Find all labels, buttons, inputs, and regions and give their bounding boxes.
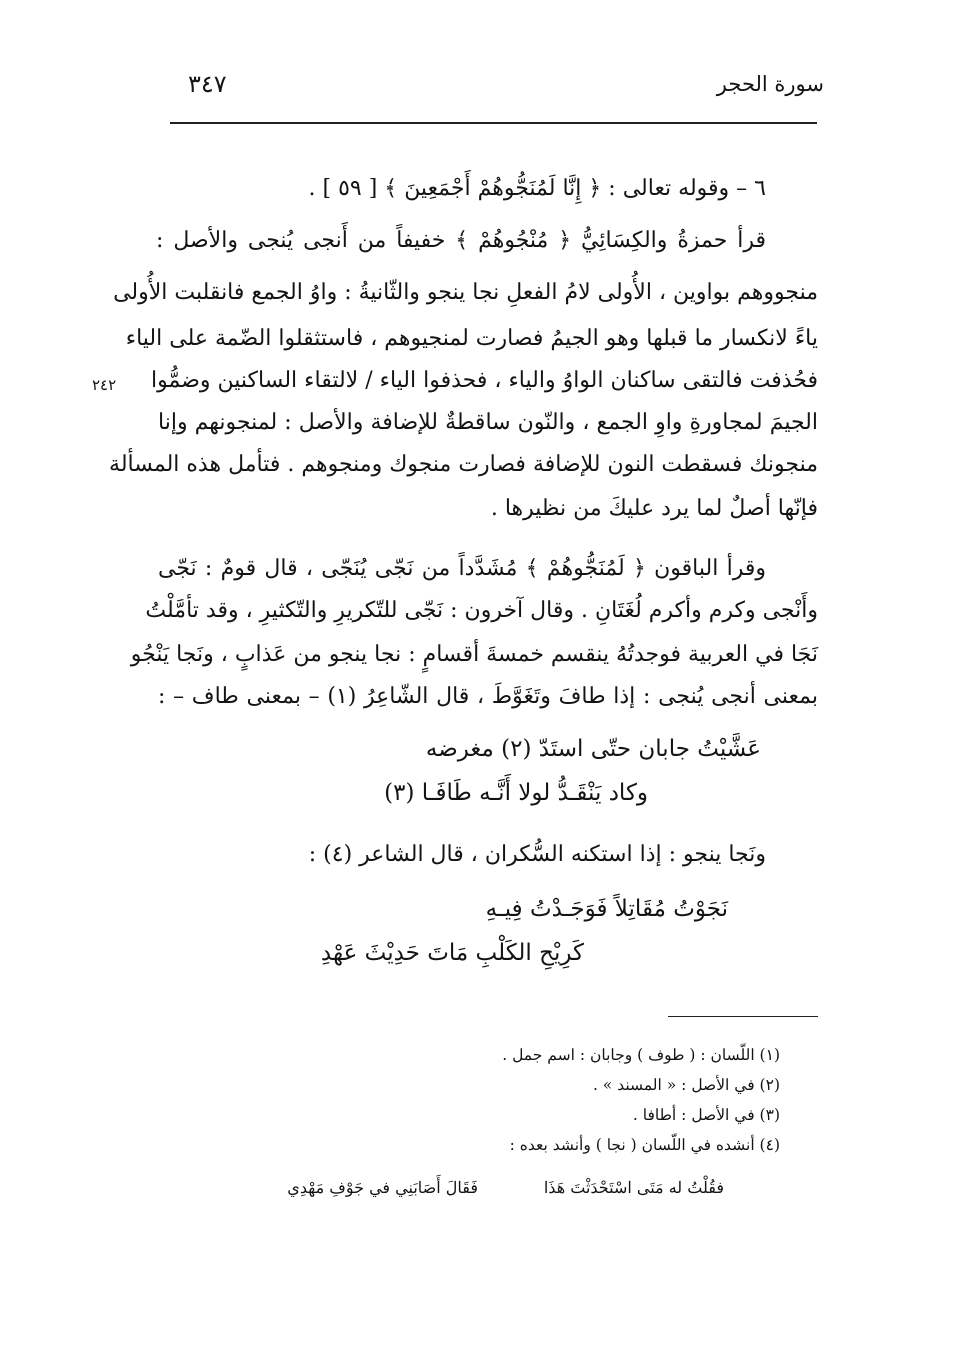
footnote: (٣) في الأصل : أطافا .	[632, 1106, 780, 1124]
body-line: بمعنى أنجى يُنجى : إذا طافَ وتَغَوَّطَ ، قال الشّاعِرُ (١) – بمعنى طاف – :	[158, 684, 818, 709]
body-line: منجونك فسقطت النون للإضافة فصارت منجوك ومنجوهم . فتأمل هذه المسألة	[109, 452, 818, 477]
body-line: وأَنْجى وكرم وأكرم لُغَتَانِ . وقال آخرون : نَجّى للتّكريرِ والتّكثيرِ ، وقد تأمَّلْتُ	[145, 598, 818, 623]
verse-line: نَجَوْتُ مُقَاتِلاً فَوَجَـدْتُ فِيـهِ	[485, 896, 728, 922]
body-line: قرأ حمزةُ والكِسَائِيُّ ﴿ مُنْجُوهُمْ ﴾ خفيفاً من أَنجى يُنجى والأصل :	[156, 228, 766, 253]
footnote-verse-hemistich: فَقَالَ أَصَابَنِي في جَوْفِ مَهْدِي	[287, 1178, 478, 1197]
verse-line: عَشَّيْتُ جابان حتّى استَدّ (٢) مغرضه	[425, 736, 761, 762]
footnote-verse-hemistich: فقُلْتُ له مَتَى اسْتَحْدَثْتَ هَذَا	[543, 1178, 724, 1197]
footnote: (٢) في الأصل : « المسند » .	[592, 1076, 780, 1094]
body-line: الجيمَ لمجاورةِ واوِ الجمع ، والنّون ساقطةٌ للإضافة والأصل : لمنجونهم وإنا	[158, 410, 818, 435]
footnote-rule	[668, 1016, 818, 1017]
body-line: فإنّها أصلٌ لما يرد عليكَ من نظيرها .	[490, 496, 818, 521]
header-rule	[170, 122, 817, 124]
body-line: نَجَا في العربية فوجدتُهُ ينقسم خمسةَ أقسامٍ : نجا ينجو من عَذابٍ ، ونَجا يَنْجُو	[130, 642, 818, 667]
verse-line: وكاد يَنْقَـدُّ لولا أَنَّـه طَافَـا (٣)	[384, 780, 648, 806]
running-title: سورة الحجر	[716, 72, 824, 96]
verse-heading-line: ٦ – وقوله تعالى : ﴿ إِنَّا لَمُنَجُّوهُمْ أَجْمَعِينَ ﴾ [ ٥٩ ] .	[308, 176, 766, 201]
body-line: منجووهم بواوين ، الأُولى لامُ الفعلِ نجا ينجو والثّانيةُ : واوُ الجمع فانقلبت الأُولى	[113, 280, 818, 305]
footnote: (١) اللّسان : ( طوف ) وجابان : اسم جمل .	[502, 1046, 780, 1064]
body-line: فحُذفت فالتقى ساكنان الواوُ والياء ، فحذفوا الياء / لالتقاء الساكنين وضمُّوا	[151, 368, 818, 393]
verse-line: كَرِيْحِ الكَلْبِ مَاتَ حَدِيْثَ عَهْدِ	[320, 940, 584, 966]
page-number: ٣٤٧	[188, 70, 227, 98]
margin-note: ٢٤٢	[92, 376, 117, 394]
body-line: ونَجا ينجو : إذا استكنه السُّكران ، قال الشاعر (٤) :	[308, 842, 766, 867]
body-line: ياءً لانكسار ما قبلها وهو الجيمُ فصارت لمنجيوهم ، فاستثقلوا الضّمة على الياء	[125, 326, 818, 351]
body-line: وقرأ الباقون ﴿ لَمُنَجُّوهُمْ ﴾ مُشَدَّداً من نَجّى يُنَجّى ، قال قومٌ : نَجّى	[158, 556, 766, 581]
footnote: (٤) أنشده في اللّسان ( نجا ) وأنشد بعده :	[509, 1136, 780, 1154]
